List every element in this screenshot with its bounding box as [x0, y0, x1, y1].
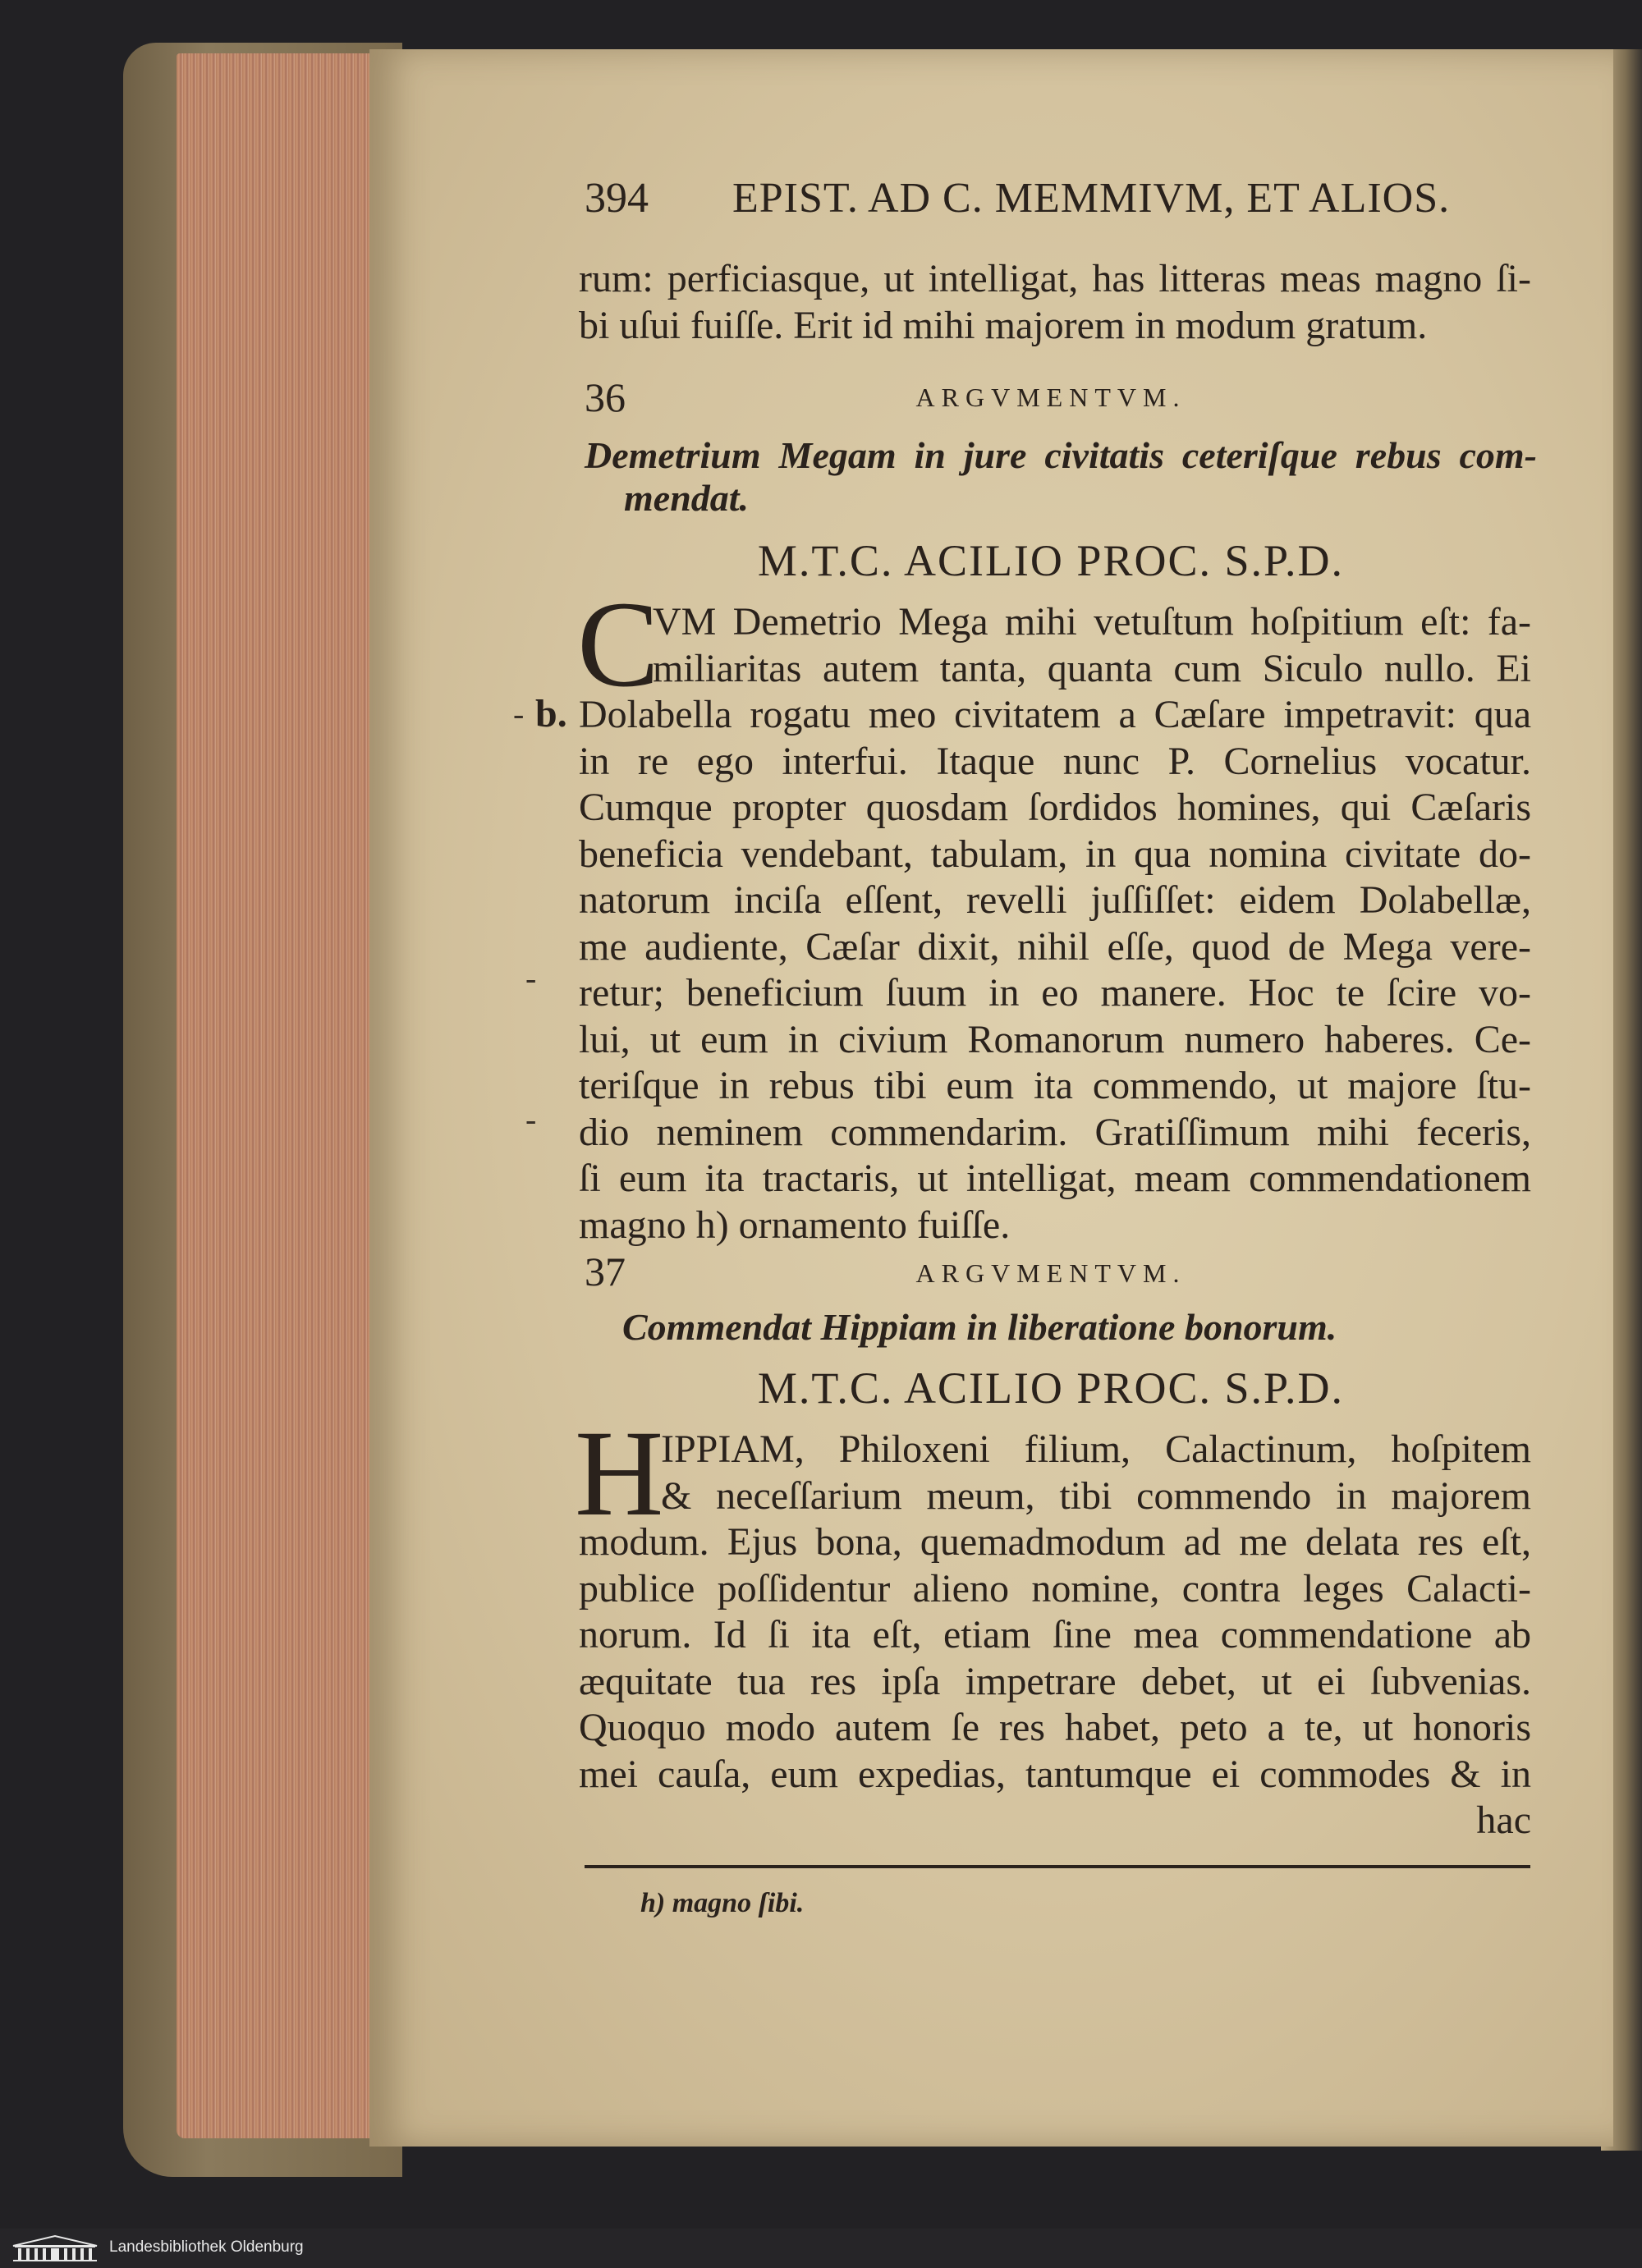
text-line: IPPIAM, Philoxeni filium, Calactinum, hoſpitem	[661, 1427, 1531, 1471]
text-line: dio neminem commendarim. Gratiſſimum mihi feceris,	[579, 1110, 1531, 1154]
page-edges	[177, 53, 369, 2138]
letter-body	[579, 1519, 1531, 1844]
argument-summary: Commendat Hippiam in liberatione bonorum.	[622, 1306, 1337, 1348]
margin-note: b.	[535, 692, 567, 735]
text-line: Cumque propter quosdam ſordidos homines, qui Cæſaris	[579, 786, 1531, 829]
text-line: natorum inciſa eſſent, revelli juſſiſſet: eidem Dolabellæ,	[579, 878, 1531, 922]
library-logo-icon	[10, 2234, 100, 2262]
text-line: ſi eum ita tractaris, ut intelligat, meam commendationem	[579, 1157, 1531, 1200]
footnote-rule	[585, 1865, 1530, 1868]
argument-summary: Demetrium Megam in jure civitatis ceteriſque rebus com-	[585, 434, 1537, 476]
margin-mark: -	[525, 1101, 537, 1138]
text-line: teriſque in rebus tibi eum ita commendo, ut majore ſtu-	[579, 1064, 1531, 1107]
text-line: lui, ut eum in civium Romanorum numero haberes. Ce-	[579, 1017, 1531, 1061]
margin-mark: -	[513, 695, 525, 732]
text-line: modum. Ejus bona, quemadmodum ad me delata res eſt,	[579, 1520, 1531, 1564]
text-line: mei cauſa, eum expedias, tantumque ei commodes & in	[579, 1752, 1531, 1796]
drop-capital: C	[577, 576, 660, 712]
text-line: Quoquo modo autem ſe res habet, peto a te, ut honoris	[579, 1706, 1531, 1749]
catchword: hac	[1476, 1798, 1531, 1842]
text-line: & neceſſarium meum, tibi commendo in majorem	[661, 1473, 1531, 1518]
text-line: magno h) ornamento fuiſſe.	[579, 1203, 1011, 1247]
text-line: bi uſui fuiſſe. Erit id mihi majorem in modum gratum.	[579, 303, 1428, 347]
letter-number: 36	[585, 374, 626, 420]
running-header	[585, 174, 1520, 231]
page-number: 394	[585, 175, 649, 222]
running-title: EPIST. AD C. MEMMIVM, ET ALIOS.	[732, 175, 1451, 222]
drop-capital: H	[575, 1405, 664, 1542]
text-line: publice poſſidentur alieno nomine, contra leges Calacti-	[579, 1566, 1531, 1611]
text-line: retur; beneficium ſuum in eo manere. Hoc te ſcire vo-	[579, 971, 1531, 1015]
argument-summary: mendat.	[624, 477, 750, 519]
continuation-text	[579, 256, 1531, 349]
argument-label: ARGVMENTVM.	[915, 1258, 1186, 1288]
letter-number: 37	[585, 1249, 626, 1294]
text-line: norum. Id ſi ita eſt, etiam ſine mea commendatione ab	[579, 1613, 1531, 1656]
text-line: rum: perficiasque, ut intelligat, has litteras meas magno ſi-	[579, 257, 1531, 300]
letter-body	[579, 692, 1531, 1249]
letter-opening	[661, 1427, 1531, 1519]
letter-opening	[653, 599, 1531, 692]
argument-label: ARGVMENTVM.	[915, 383, 1186, 412]
text-line: beneficia vendebant, tabulam, in qua nomina civitate do-	[579, 832, 1531, 876]
footnote: h) magno ſibi.	[640, 1888, 805, 1918]
letter-salutation: M.T.C. ACILIO PROC. S.P.D.	[757, 536, 1345, 585]
text-line: æquitate tua res ipſa impetrare debet, ut ei ſubvenias.	[579, 1659, 1531, 1703]
text-line: VM Demetrio Mega mihi vetuſtum hoſpitium eſt: fa-	[653, 600, 1531, 644]
text-line: me audiente, Cæſar dixit, nihil eſſe, quod de Mega vere-	[579, 924, 1531, 969]
library-name: Landesbibliothek Oldenburg	[109, 2238, 304, 2256]
text-line: Dolabella rogatu meo civitatem a Cæſare impetravit: qua	[579, 693, 1531, 736]
letter-salutation: M.T.C. ACILIO PROC. S.P.D.	[757, 1363, 1345, 1413]
margin-mark: -	[525, 960, 537, 997]
text-line: in re ego interfui. Itaque nunc P. Cornelius vocatur.	[579, 739, 1531, 783]
text-line: miliaritas autem tanta, quanta cum Siculo nullo. Ei	[653, 646, 1531, 690]
